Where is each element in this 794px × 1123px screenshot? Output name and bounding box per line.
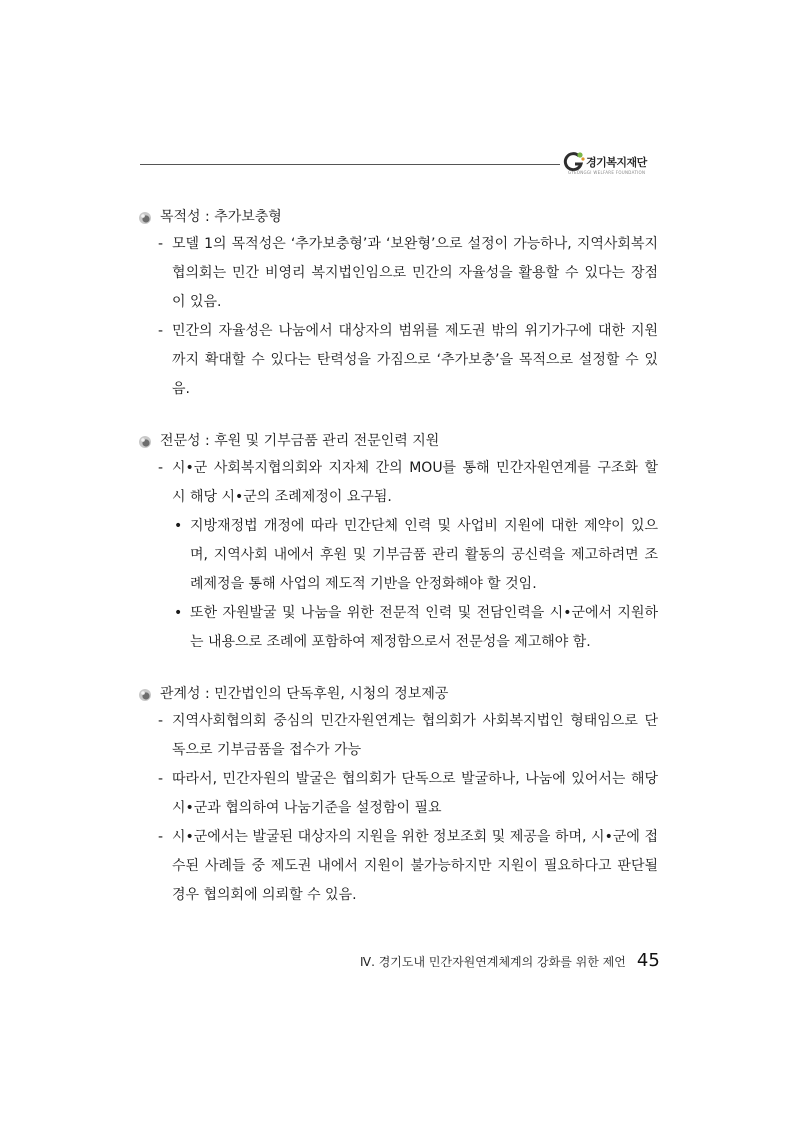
page-footer [360,950,660,971]
document-body [138,204,658,934]
dash-marker: - [158,829,164,845]
foundation-logo [562,150,662,180]
sub-list-item: • 또한 자원발굴 및 나눔을 위한 전문적 인력 및 전담인력을 시•군에서 지원하는 내용으로 조례에 포함하여 제정함으로서 전문성을 제고해야 함. [138,599,658,657]
foundation-name-english: GYEONGGI WELFARE FOUNDATION [568,170,646,175]
dash-marker: - [158,460,164,476]
header-rule [140,164,560,165]
list-item: - 지역사회협의회 중심의 민간자원연계는 협의회가 사회복지법인 형태임으로 단독으로 기부금품을 접수가 가능 [138,707,658,765]
page-number: 45 [636,950,660,971]
section-expertise [138,428,658,657]
list-item: - 시•군에서는 발굴된 대상자의 지원을 위한 정보조회 및 제공을 하며, 시•군에 접수된 사례들 중 제도권 내에서 지원이 불가능하지만 지원이 필요하다고 판단될 경우 협의회에 의뢰할 수 있음. [138,823,658,910]
dot-marker: • [174,605,183,621]
dot-marker: • [174,518,183,534]
sub-list-item: • 지방재정법 개정에 따라 민간단체 인력 및 사업비 지원에 대한 제약이 있으며, 지역사회 내에서 후원 및 기부금품 관리 활동의 공신력을 제고하려면 조례제정을 통해 사업의 제도적 기반을 안정화해야 할 것임. [138,512,658,599]
list-item: - 시•군 사회복지협의회와 지자체 간의 MOU를 통해 민간자원연계를 구조화 할 시 해당 시•군의 조례제정이 요구됨. [138,454,658,512]
section-purpose [138,204,658,404]
section-title: 목적성 : 추가보충형 [138,204,658,230]
list-item: - 따라서, 민간자원의 발굴은 협의회가 단독으로 발굴하나, 나눔에 있어서는 해당 시•군과 협의하여 나눔기준을 설정함이 필요 [138,765,658,823]
chapter-title: Ⅳ. 경기도내 민간자원연계체계의 강화를 위한 제언 [360,955,626,969]
section-relationship [138,681,658,910]
section-title: 전문성 : 후원 및 기부금품 관리 전문인력 지원 [138,428,658,454]
sphere-bullet-icon [138,435,152,449]
list-item: - 모델 1의 목적성은 ‘추가보충형’과 ‘보완형’으로 설정이 가능하나, 지역사회복지협의회는 민간 비영리 복지법인임으로 민간의 자율성을 활용할 수 있다는 장점이 있음. [138,230,658,317]
dash-marker: - [158,771,164,787]
sphere-bullet-icon [138,688,152,702]
dash-marker: - [158,323,164,339]
foundation-name: 경기복지재단 [586,156,647,169]
dash-marker: - [158,236,164,252]
list-item: - 민간의 자율성은 나눔에서 대상자의 범위를 제도권 밖의 위기가구에 대한 지원까지 확대할 수 있다는 탄력성을 가짐으로 ‘추가보충’을 목적으로 설정할 수 있음. [138,317,658,404]
dash-marker: - [158,713,164,729]
section-title: 관계성 : 민간법인의 단독후원, 시청의 정보제공 [138,681,658,707]
sphere-bullet-icon [138,211,152,225]
